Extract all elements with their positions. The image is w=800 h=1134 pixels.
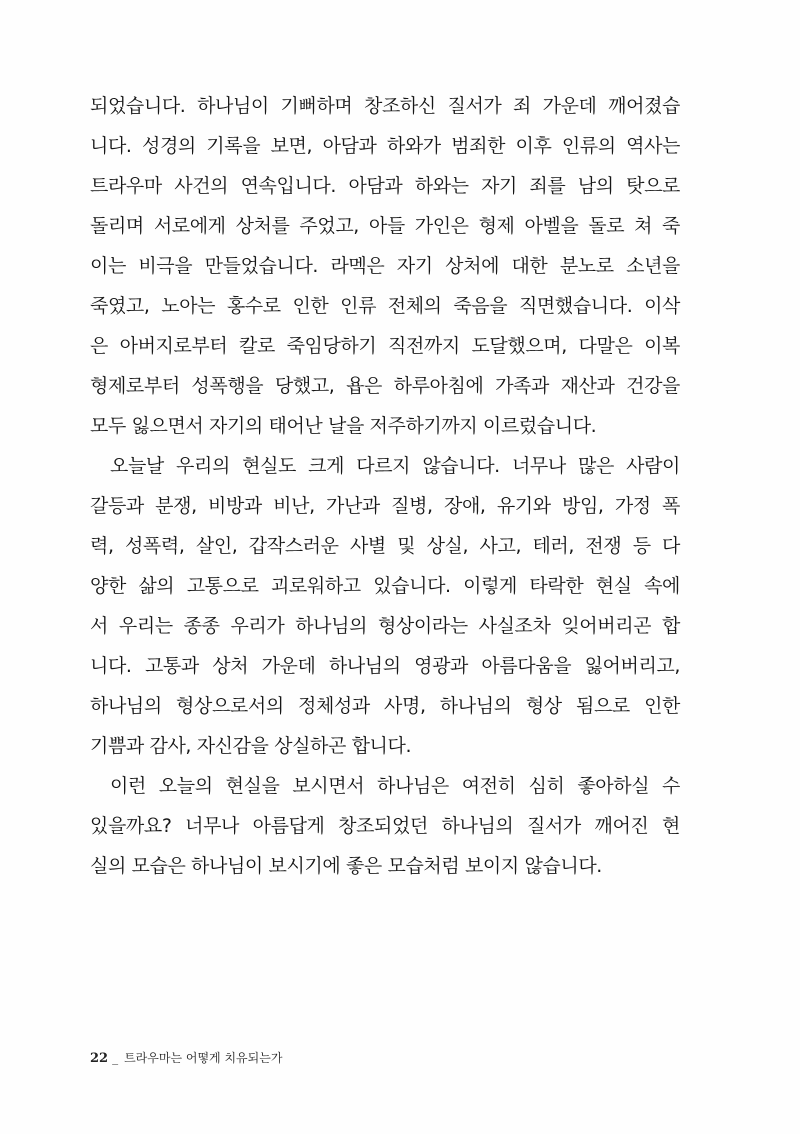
- footer-separator: _: [112, 1051, 119, 1065]
- text-line: 트라우마 사건의 연속입니다. 아담과 하와는 자기 죄를 남의 탓으로: [90, 175, 680, 197]
- text-line: 은 아버지로부터 칼로 죽임당하기 직전까지 도달했으며, 다말은 이복: [90, 335, 680, 357]
- text-line: 모두 잃으면서 자기의 태어난 날을 저주하기까지 이르렀습니다.: [90, 415, 597, 437]
- running-footer: [90, 1049, 282, 1066]
- text-line: 이런 오늘의 현실을 보시면서 하나님은 여전히 심히 좋아하실 수: [110, 775, 680, 797]
- text-line: 하나님의 형상으로서의 정체성과 사명, 하나님의 형상 됨으로 인한: [90, 695, 680, 717]
- text-line: 되었습니다. 하나님이 기뻐하며 창조하신 질서가 죄 가운데 깨어졌습: [90, 95, 680, 117]
- text-line: 니다. 고통과 상처 가운데 하나님의 영광과 아름다움을 잃어버리고,: [90, 655, 680, 677]
- text-line: 이는 비극을 만들었습니다. 라멕은 자기 상처에 대한 분노로 소년을: [90, 255, 680, 277]
- page-number: 22: [90, 1051, 109, 1066]
- text-line: 실의 모습은 하나님이 보시기에 좋은 모습처럼 보이지 않습니다.: [90, 855, 602, 877]
- paragraph-3: [90, 766, 680, 886]
- paragraph-2: [90, 446, 680, 766]
- text-line: 기쁨과 감사, 자신감을 상실하곤 합니다.: [90, 735, 412, 757]
- text-line: 형제로부터 성폭행을 당했고, 욥은 하루아침에 가족과 재산과 건강을: [90, 375, 680, 397]
- text-line: 력, 성폭력, 살인, 갑작스러운 사별 및 상실, 사고, 테러, 전쟁 등 다: [90, 535, 680, 557]
- text-line: 양한 삶의 고통으로 괴로워하고 있습니다. 이렇게 타락한 현실 속에: [90, 575, 680, 597]
- book-title: 트라우마는 어떻게 치유되는가: [124, 1051, 283, 1065]
- text-line: 있을까요? 너무나 아름답게 창조되었던 하나님의 질서가 깨어진 현: [90, 815, 680, 837]
- text-line: 오늘날 우리의 현실도 크게 다르지 않습니다. 너무나 많은 사람이: [110, 455, 680, 477]
- text-line: 죽였고, 노아는 홍수로 인한 인류 전체의 죽음을 직면했습니다. 이삭: [90, 295, 680, 317]
- paragraph-1: [90, 86, 680, 446]
- text-line: 니다. 성경의 기록을 보면, 아담과 하와가 범죄한 이후 인류의 역사는: [90, 135, 680, 157]
- body-text: [90, 86, 680, 886]
- text-line: 서 우리는 종종 우리가 하나님의 형상이라는 사실조차 잊어버리곤 합: [90, 615, 680, 637]
- text-line: 돌리며 서로에게 상처를 주었고, 아들 가인은 형제 아벨을 돌로 쳐 죽: [90, 215, 680, 237]
- text-line: 갈등과 분쟁, 비방과 비난, 가난과 질병, 장애, 유기와 방임, 가정 폭: [90, 495, 680, 517]
